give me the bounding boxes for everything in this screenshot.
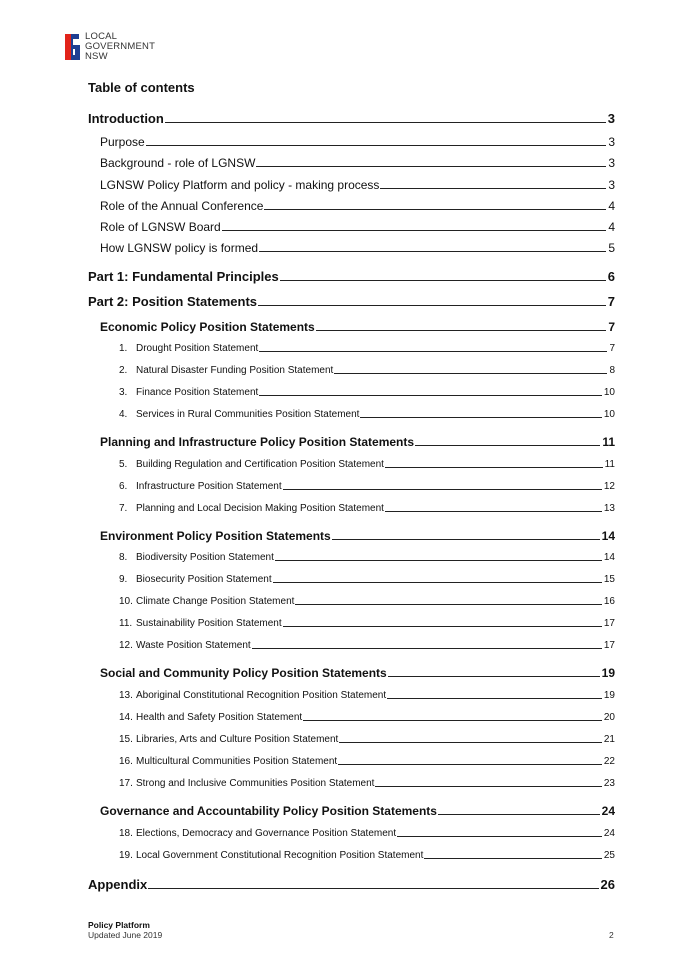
toc-entry-page: 10 — [603, 387, 615, 398]
toc-entry-social[interactable] — [100, 666, 615, 680]
toc-entry-label: Governance and Accountability Policy Position Statements — [100, 804, 437, 818]
toc-entry-statement-17[interactable] — [119, 778, 615, 789]
toc-entry-statement-12[interactable] — [119, 640, 615, 651]
toc-entry-label: Finance Position Statement — [136, 387, 259, 398]
toc-entry-label: Sustainability Position Statement — [136, 618, 282, 629]
toc-entry-number: 9. — [119, 574, 128, 585]
toc-entry-page: 4 — [608, 199, 615, 213]
logo-line-2: GOVERNMENT — [85, 41, 156, 52]
toc-entry-label: Drought Position Statement — [136, 343, 259, 354]
dot-leader — [438, 814, 600, 815]
toc-entry-statement-15[interactable] — [119, 734, 615, 745]
dot-leader — [338, 764, 602, 765]
footer-updated: Updated June 2019 — [88, 930, 163, 940]
toc-entry-page: 10 — [603, 409, 615, 420]
dot-leader — [380, 188, 606, 189]
toc-entry-number: 3. — [119, 387, 128, 398]
dot-leader — [252, 648, 602, 649]
page-title: Table of contents — [88, 80, 195, 95]
toc-entry-board[interactable] — [100, 220, 615, 234]
toc-entry-statement-6[interactable] — [119, 481, 615, 492]
toc-entry-page: 8 — [609, 365, 615, 376]
toc-entry-statement-10[interactable] — [119, 596, 615, 607]
toc-entry-statement-8[interactable] — [119, 552, 615, 563]
toc-entry-statement-5[interactable] — [119, 459, 615, 470]
toc-entry-statement-4[interactable] — [119, 409, 615, 420]
toc-entry-appendix[interactable] — [88, 877, 615, 892]
toc-entry-page: 19 — [601, 666, 615, 680]
toc-entry-label: Introduction — [88, 111, 164, 126]
toc-entry-number: 12. — [119, 640, 133, 651]
toc-entry-page: 24 — [601, 804, 615, 818]
toc-entry-label: Role of LGNSW Board — [100, 220, 221, 234]
dot-leader — [222, 230, 607, 231]
toc-entry-number: 4. — [119, 409, 128, 420]
toc-entry-number: 5. — [119, 459, 128, 470]
toc-entry-number: 2. — [119, 365, 128, 376]
dot-leader — [283, 626, 602, 627]
toc-entry-page: 17 — [603, 640, 615, 651]
dot-leader — [360, 417, 601, 418]
toc-entry-page: 7 — [607, 294, 615, 309]
toc-entry-number: 11. — [119, 618, 133, 629]
toc-entry-label: Libraries, Arts and Culture Position Statement — [136, 734, 339, 745]
toc-entry-label: Elections, Democracy and Governance Position Statement — [136, 828, 397, 839]
toc-entry-page: 25 — [603, 850, 615, 861]
dot-leader — [258, 305, 606, 306]
toc-entry-background[interactable] — [100, 156, 615, 170]
toc-entry-label: Multicultural Communities Position Statement — [136, 756, 338, 767]
dot-leader — [334, 373, 607, 374]
footer-title: Policy Platform — [88, 920, 150, 930]
toc-entry-page: 23 — [603, 778, 615, 789]
toc-entry-page: 7 — [609, 343, 615, 354]
toc-entry-label: Part 1: Fundamental Principles — [88, 269, 279, 284]
toc-entry-label: Social and Community Policy Position Statements — [100, 666, 387, 680]
toc-entry-purpose[interactable] — [100, 135, 615, 149]
toc-entry-statement-9[interactable] — [119, 574, 615, 585]
toc-entry-number: 7. — [119, 503, 128, 514]
toc-entry-number: 15. — [119, 734, 133, 745]
toc-entry-number: 18. — [119, 828, 133, 839]
toc-entry-label: Building Regulation and Certification Position Statement — [136, 459, 384, 470]
toc-entry-page: 19 — [603, 690, 615, 701]
dot-leader — [332, 539, 600, 540]
toc-entry-economic[interactable] — [100, 320, 615, 334]
toc-entry-label: Health and Safety Position Statement — [136, 712, 303, 723]
toc-entry-statement-13[interactable] — [119, 690, 615, 701]
toc-entry-statement-7[interactable] — [119, 503, 615, 514]
toc-entry-statement-18[interactable] — [119, 828, 615, 839]
toc-entry-policy-formed[interactable] — [100, 241, 615, 255]
toc-entry-statement-3[interactable] — [119, 387, 615, 398]
dot-leader — [146, 145, 607, 146]
dot-leader — [165, 122, 606, 123]
toc-entry-page: 7 — [608, 320, 615, 334]
toc-entry-label: Waste Position Statement — [136, 640, 251, 651]
toc-entry-page: 11 — [602, 435, 615, 449]
toc-entry-label: Biosecurity Position Statement — [136, 574, 272, 585]
toc-entry-page: 13 — [603, 503, 615, 514]
dot-leader — [259, 251, 606, 252]
lgnsw-logo — [62, 32, 155, 62]
toc-entry-page: 26 — [600, 877, 615, 892]
toc-entry-page: 3 — [608, 178, 615, 192]
dot-leader — [283, 489, 602, 490]
logo-line-3: NSW — [85, 51, 108, 62]
lgnsw-logo-icon — [62, 32, 81, 62]
toc-entry-label: Biodiversity Position Statement — [136, 552, 274, 563]
toc-entry-statement-2[interactable] — [119, 365, 615, 376]
toc-entry-page: 21 — [603, 734, 615, 745]
dot-leader — [303, 720, 602, 721]
dot-leader — [295, 604, 601, 605]
logo-line-1: LOCAL — [85, 31, 118, 42]
toc-entry-label: Infrastructure Position Statement — [136, 481, 282, 492]
toc-entry-statement-19[interactable] — [119, 850, 615, 861]
dot-leader — [256, 166, 606, 167]
toc-entry-number: 8. — [119, 552, 128, 563]
toc-entry-number: 10. — [119, 596, 133, 607]
toc-entry-label: Environment Policy Position Statements — [100, 529, 331, 543]
toc-entry-page: 11 — [604, 459, 615, 470]
toc-entry-page: 3 — [608, 135, 615, 149]
dot-leader — [385, 511, 602, 512]
dot-leader — [375, 786, 601, 787]
toc-entry-number: 19. — [119, 850, 133, 861]
toc-entry-label: Natural Disaster Funding Position Statement — [136, 365, 334, 376]
dot-leader — [339, 742, 602, 743]
dot-leader — [424, 858, 601, 859]
toc-entry-number: 14. — [119, 712, 133, 723]
toc-entry-label: Purpose — [100, 135, 145, 149]
toc-entry-label: Climate Change Position Statement — [136, 596, 295, 607]
toc-entry-introduction[interactable] — [88, 111, 615, 126]
toc-entry-label: Services in Rural Communities Position Statement — [136, 409, 360, 420]
dot-leader — [273, 582, 602, 583]
toc-entry-policy-platform[interactable] — [100, 178, 615, 192]
toc-entry-label: Background - role of LGNSW — [100, 156, 256, 170]
toc-entry-statement-11[interactable] — [119, 618, 615, 629]
toc-entry-label: Part 2: Position Statements — [88, 294, 258, 309]
toc-entry-page: 17 — [603, 618, 615, 629]
toc-entry-label: Aboriginal Constitutional Recognition Position Statement — [136, 690, 387, 701]
toc-entry-page: 5 — [608, 241, 615, 255]
dot-leader — [148, 888, 598, 889]
toc-entry-page: 20 — [603, 712, 615, 723]
toc-entry-page: 12 — [603, 481, 615, 492]
toc-entry-label: Appendix — [88, 877, 148, 892]
dot-leader — [415, 445, 600, 446]
toc-entry-label: LGNSW Policy Platform and policy - making process — [100, 178, 380, 192]
toc-entry-page: 3 — [608, 156, 615, 170]
toc-entry-page: 15 — [603, 574, 615, 585]
toc-entry-label: Economic Policy Position Statements — [100, 320, 315, 334]
page-number: 2 — [609, 930, 614, 940]
toc-entry-page: 4 — [608, 220, 615, 234]
toc-entry-page: 3 — [607, 111, 615, 126]
dot-leader — [397, 836, 602, 837]
toc-entry-label: Planning and Local Decision Making Position Statement — [136, 503, 384, 514]
toc-entry-page: 6 — [607, 269, 615, 284]
toc-entry-label: How LGNSW policy is formed — [100, 241, 259, 255]
toc-entry-page: 14 — [603, 552, 615, 563]
page-footer — [88, 920, 162, 940]
toc-entry-page: 24 — [603, 828, 615, 839]
toc-entry-statement-16[interactable] — [119, 756, 615, 767]
dot-leader — [259, 351, 607, 352]
dot-leader — [388, 676, 600, 677]
dot-leader — [385, 467, 603, 468]
dot-leader — [259, 395, 602, 396]
toc-entry-number: 6. — [119, 481, 128, 492]
toc-entry-label: Strong and Inclusive Communities Position Statement — [136, 778, 375, 789]
toc-entry-governance[interactable] — [100, 804, 615, 818]
toc-entry-part-1[interactable] — [88, 269, 615, 284]
dot-leader — [264, 209, 606, 210]
toc-entry-label: Planning and Infrastructure Policy Position Statements — [100, 435, 415, 449]
logo-wordmark — [85, 32, 155, 62]
toc-entry-number: 17. — [119, 778, 133, 789]
dot-leader — [316, 330, 607, 331]
toc-entry-environment[interactable] — [100, 529, 615, 543]
toc-entry-page: 16 — [603, 596, 615, 607]
toc-entry-number: 16. — [119, 756, 133, 767]
toc-entry-label: Local Government Constitutional Recognition Position Statement — [136, 850, 424, 861]
toc-entry-planning[interactable] — [100, 435, 615, 449]
toc-entry-statement-1[interactable] — [119, 343, 615, 354]
toc-entry-part-2[interactable] — [88, 294, 615, 309]
toc-entry-statement-14[interactable] — [119, 712, 615, 723]
dot-leader — [280, 280, 606, 281]
toc-entry-number: 13. — [119, 690, 133, 701]
dot-leader — [275, 560, 602, 561]
toc-entry-page: 22 — [603, 756, 615, 767]
dot-leader — [387, 698, 602, 699]
toc-entry-page: 14 — [601, 529, 615, 543]
toc-entry-label: Role of the Annual Conference — [100, 199, 264, 213]
toc-entry-annual-conference[interactable] — [100, 199, 615, 213]
toc-entry-number: 1. — [119, 343, 128, 354]
